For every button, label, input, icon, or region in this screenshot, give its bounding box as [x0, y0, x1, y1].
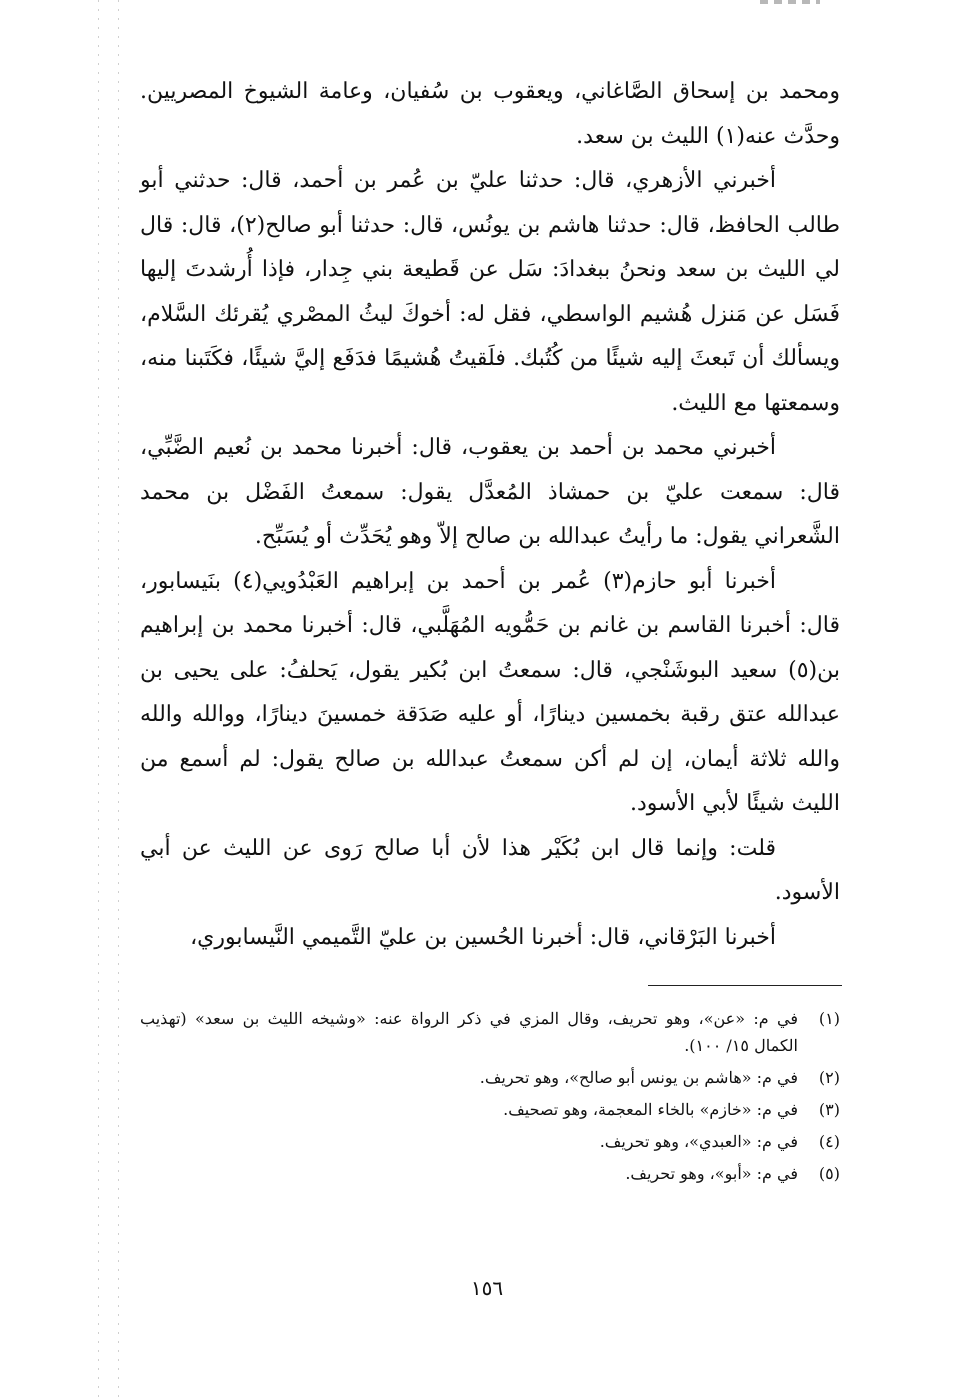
footnote	[140, 1128, 840, 1155]
footnote-number: (٥)	[818, 1164, 840, 1183]
footnote-number: (٢)	[818, 1068, 840, 1087]
paragraph: ومحمد بن إسحاق الصَّاغاني، ويعقوب بن سُفيان، وعامة الشيوخ المصريين. وحدَّث عنه(١) الليث بن سعد.	[140, 79, 840, 149]
footnote-text: في م: «أبو»، وهو تحريف.	[625, 1164, 798, 1183]
main-text	[140, 70, 840, 960]
paragraph: أخبرني الأزهري، قال: حدثنا عليّ بن عُمر بن أحمد، قال: حدثني أبو طالب الحافظ، قال: حدثنا هاشم بن يونُس، قال: حدثنا أبو صالح(٢)، قال: قال لي الليث بن سعد ونحنُ ببغدادَ: سَل عن قَطيعة بني جِدار، فإذا أُرشدتَ إليها فَسَل عن مَنزل هُشيم الواسطي، فقل له: أخوكَ ليثُ المصْري يُقرئك السَّلام، ويسألك أن تَبعثَ إليه شيئًا من كُتُبك. فلَقيتُ هُشيمًا فدَفَع إليَّ شيئًا، فكَتَبنا منه، وسمعتها مع الليث.	[140, 168, 840, 416]
footnotes	[140, 1005, 840, 1192]
footnote-text: في م: «عن»، وهو تحريف، وقال المزي في ذكر الرواة عنه: «وشيخه الليث بن سعد» (تهذيب الكمال ١٥/ ١٠٠).	[140, 1009, 799, 1055]
scan-artifact	[760, 0, 820, 4]
footnote-number: (١)	[818, 1009, 840, 1028]
page-number: ١٥٦	[470, 1276, 504, 1300]
margin-guide-line	[98, 0, 99, 1400]
footnote-number: (٤)	[818, 1132, 840, 1151]
footnote-text: في م: «هاشم بن يونس أبو صالح»، وهو تحريف.	[479, 1068, 798, 1087]
paragraph: أخبرنا أبو حازم(٣) عُمر بن أحمد بن إبراهيم العَبْدُويي(٤) بنَيسابور، قال: أخبرنا القاسم بن غانم بن حَمُّويه المُهَلَّبي، قال: أخبرنا محمد بن إبراهيم بن(٥) سعيد البوشَنْجي، قال: سمعتُ ابن بُكير يقول، يَحلفُ: على يحيى بن عبدالله عتق رقبة بخمسين دينارًا، أو عليه صَدَقة خمسينَ دينارًا، ووالله والله والله ثلاثة أيمان، إن لم أكن سمعتُ عبدالله بن صالح يقول: لم أسمع من الليث شيئًا لأبي الأسود.	[140, 568, 840, 816]
footnote-text: في م: «خازم» بالخاء المعجمة، وهو تصحيف.	[503, 1100, 798, 1119]
footnote-text: في م: «العبدي»، وهو تحريف.	[599, 1132, 798, 1151]
paragraph: قلت: وإنما قال ابن بُكَيْر هذا لأن أبا صالح رَوى عن الليث عن أبي الأسود.	[140, 835, 840, 905]
paragraph: أخبرنا البَرْقاني، قال: أخبرنا الحُسين بن عليّ التَّميمي النَّيسابوري،	[190, 924, 776, 950]
footnote-separator	[648, 985, 842, 986]
footnote	[140, 1064, 840, 1091]
paragraph: أخبرني محمد بن أحمد بن يعقوب، قال: أخبرنا محمد بن نُعيم الضَّبِّي، قال: سمعت عليّ بن حمشاذ المُعدَّل يقول: سمعتُ الفَضْل بن محمد الشَّعراني يقول: ما رأيتُ عبدالله بن صالح إلاّ وهو يُحَدِّث أو يُسَبِّح.	[140, 435, 840, 549]
footnote	[140, 1096, 840, 1123]
footnote	[140, 1005, 840, 1059]
footnote	[140, 1160, 840, 1187]
margin-guide-line	[118, 0, 119, 1400]
footnote-number: (٣)	[818, 1100, 840, 1119]
